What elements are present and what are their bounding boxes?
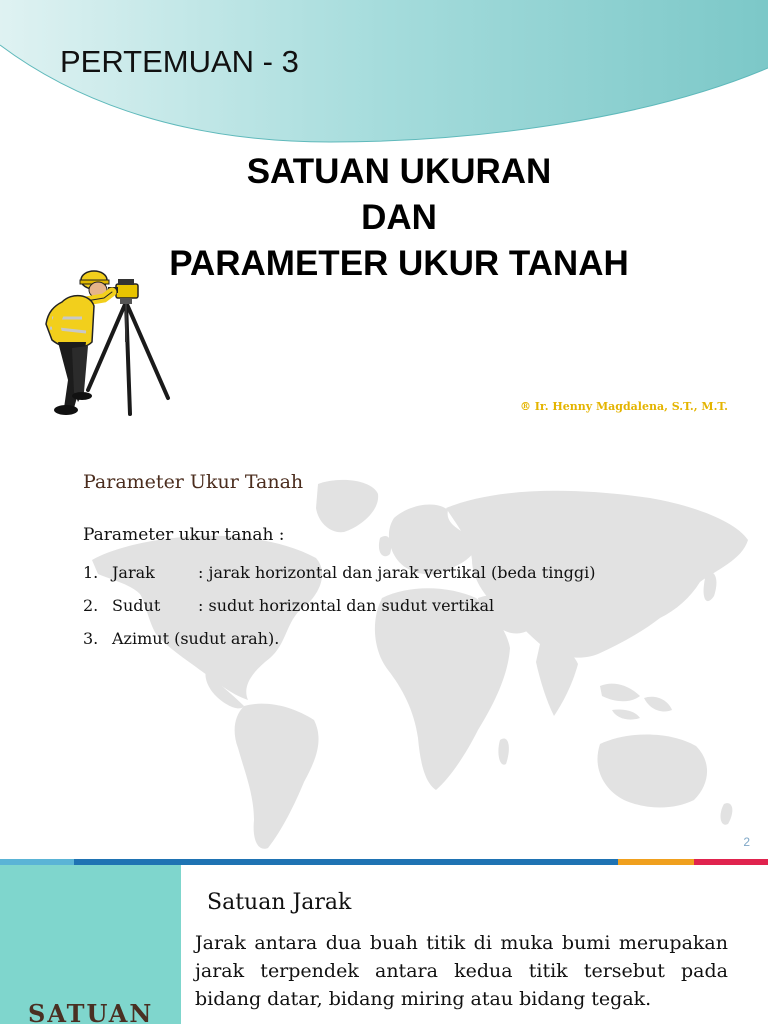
surveyor-with-theodolite-icon [22,262,182,422]
list-item-number: 1. [83,563,99,582]
list-item-description: : sudut horizontal dan sudut vertikal [198,596,495,615]
list-item [83,563,595,596]
list-item-description: : jarak horizontal dan jarak vertikal (beda tinggi) [198,563,596,582]
list-item-number: 3. [83,629,99,648]
title-slide [0,0,768,448]
section-heading: Parameter Ukur Tanah [83,471,304,493]
side-panel-label: SATUAN [28,999,154,1024]
title-line-3: PARAMETER UKUR TANAH [169,244,629,283]
section-heading: Satuan Jarak [207,890,352,915]
session-label: PERTEMUAN - 3 [60,44,299,79]
list-item [83,629,595,662]
title-line-2: DAN [361,198,437,237]
body-text: Jarak antara dua buah titik di muka bumi merupakan jarak terpendek antara kedua titik tersebut pada bidang datar, bidang miring atau bidang tegak. [195,932,728,1010]
intro-text: Parameter ukur tanah : [83,525,285,545]
title-line-1: SATUAN UKURAN [246,152,552,191]
list-item-term: Jarak [112,563,155,582]
page-number: 2 [743,835,750,849]
list-item-term: Azimut (sudut arah). [112,629,280,648]
list-item-term: Sudut [112,596,161,615]
list-item [83,596,595,629]
author-credit: ® Ir. Henny Magdalena, S.T., M.T. [519,400,728,413]
parameter-list [83,563,595,662]
satuan-jarak-slide [0,865,768,1024]
parameter-slide [0,448,768,860]
list-item-number: 2. [83,596,99,615]
